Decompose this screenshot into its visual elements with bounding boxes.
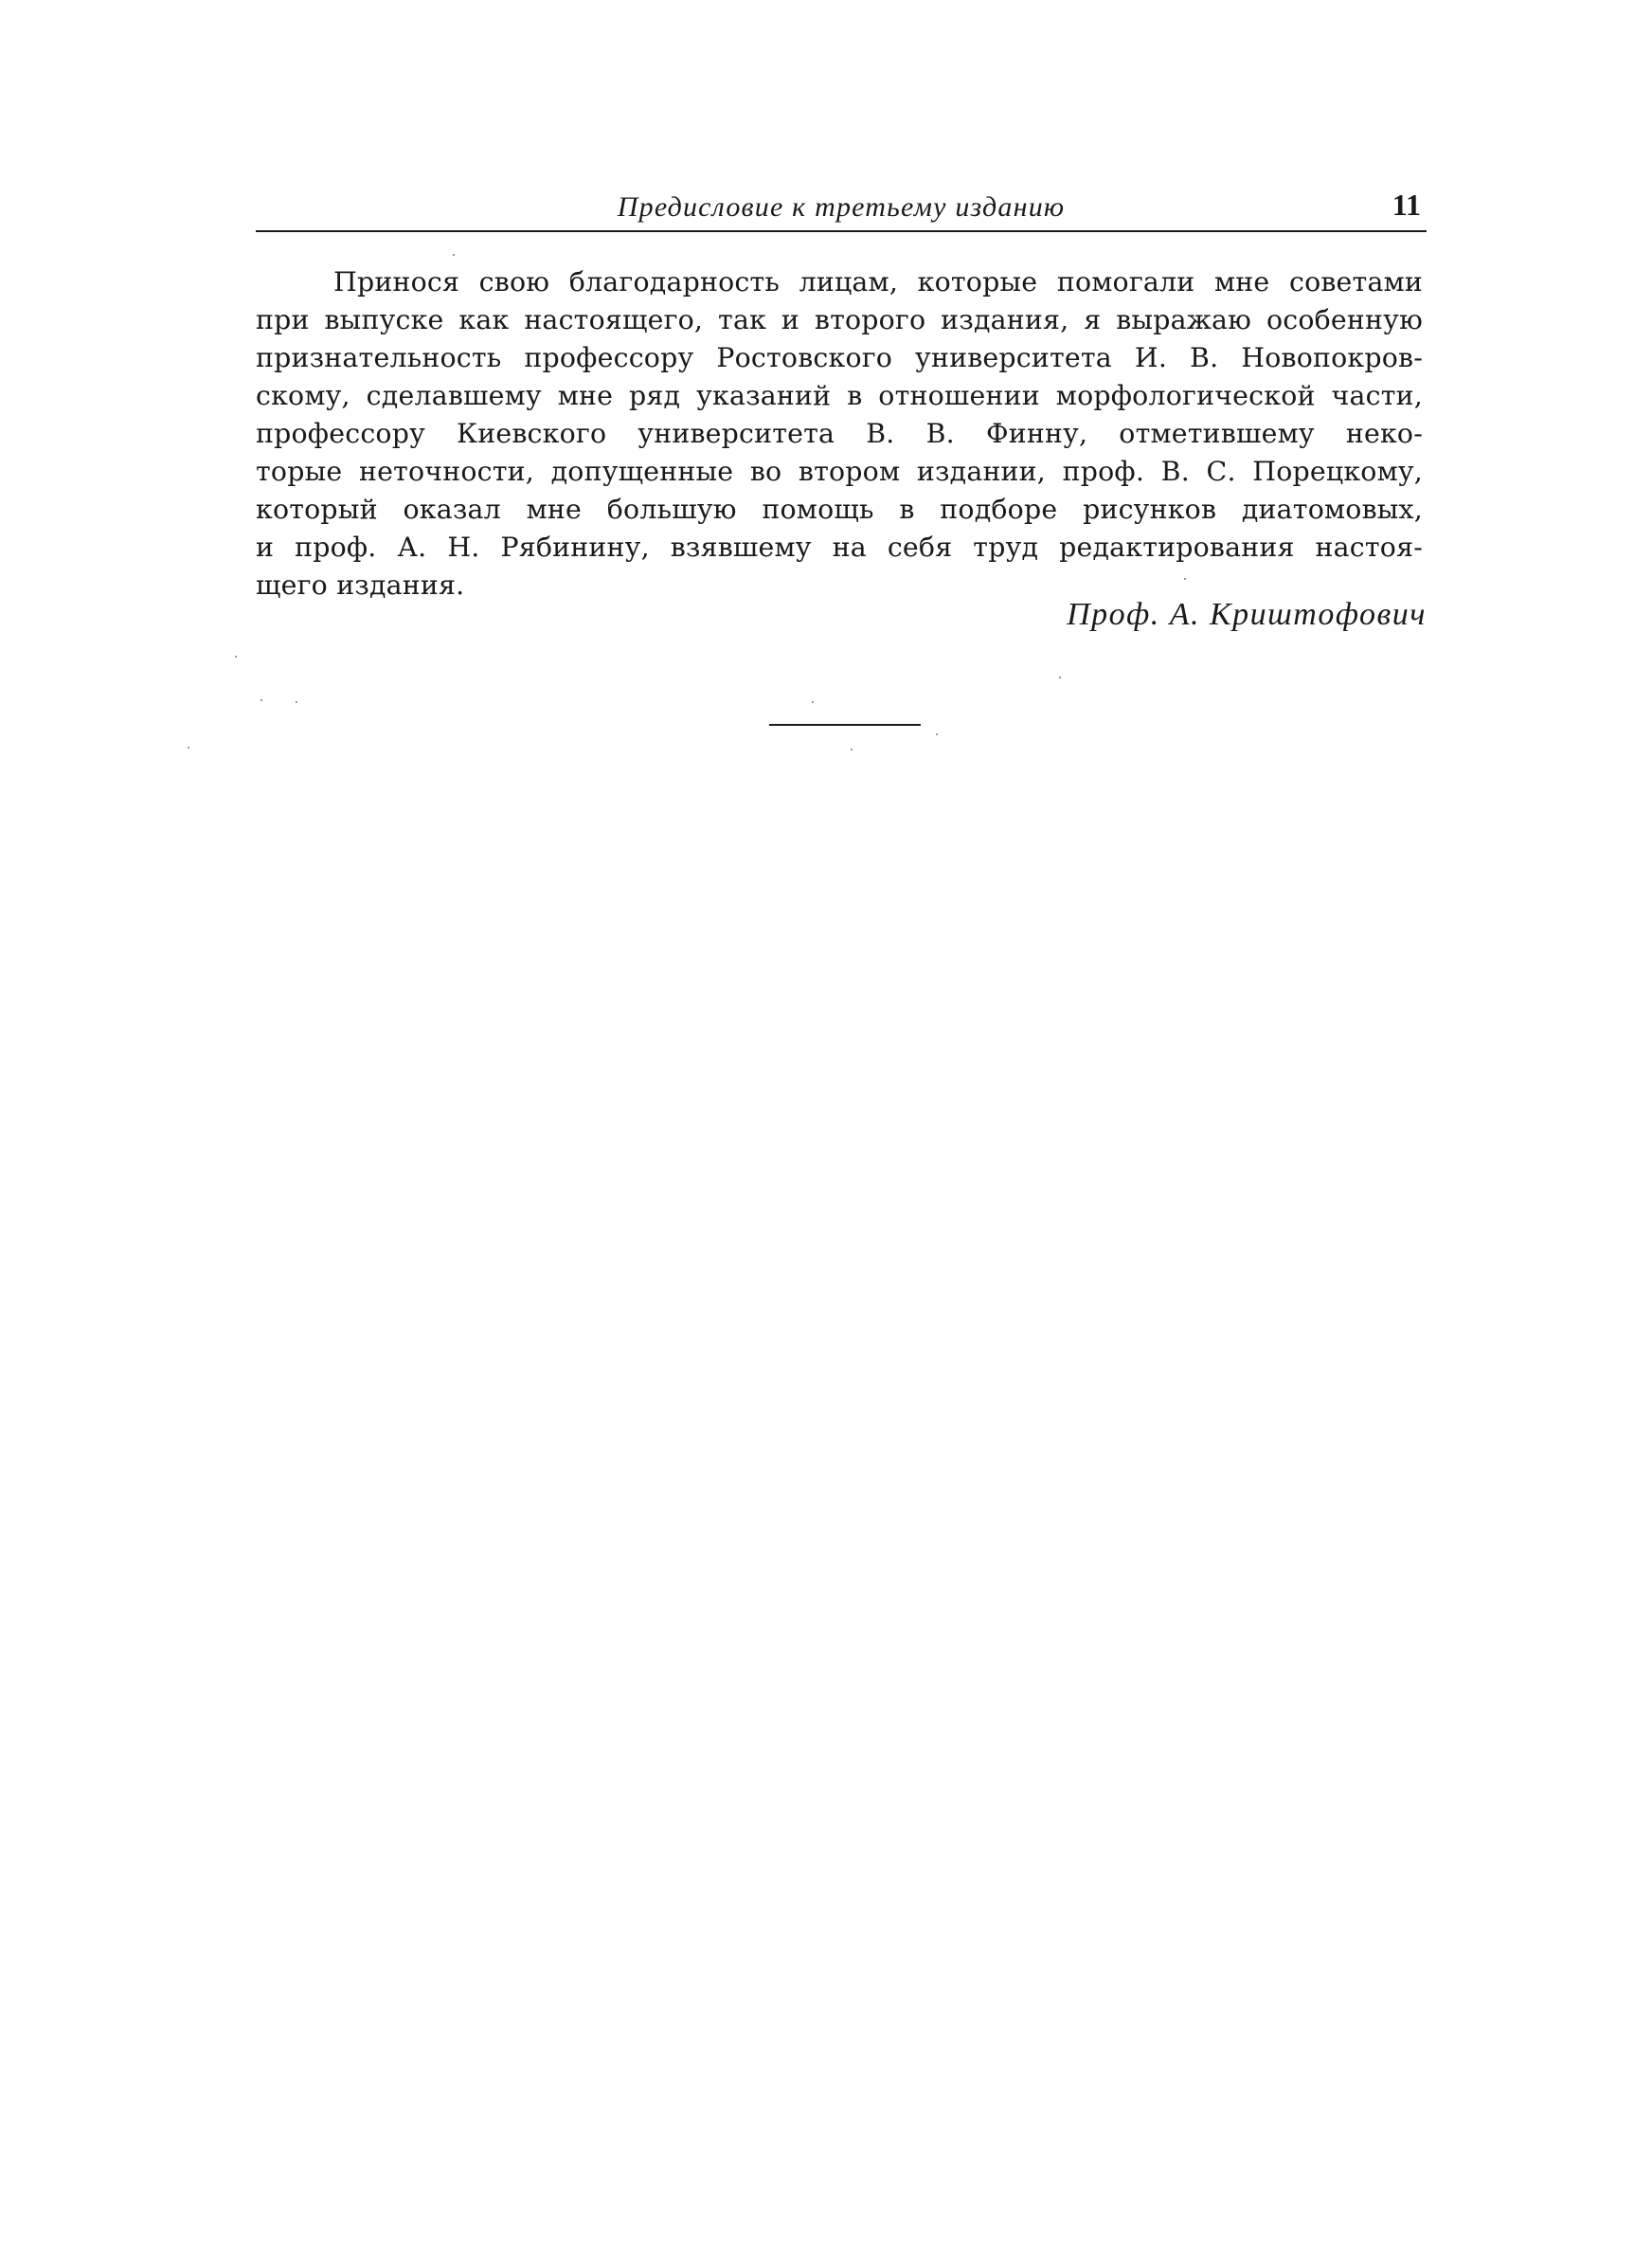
- scan-speck: [188, 747, 189, 749]
- paragraph-line: профессору Киевского университета В. В. Финну, отметившему неко-: [256, 418, 1423, 449]
- paragraph-line: торые неточности, допущенные во втором издании, проф. В. С. Порецкому,: [256, 456, 1423, 487]
- scan-speck: [851, 749, 853, 750]
- paragraph-line: и проф. А. Н. Рябинину, взявшему на себя труд редактирования настоя-: [256, 532, 1423, 563]
- scan-speck: [1184, 578, 1186, 580]
- page-number: 11: [1392, 188, 1421, 222]
- paragraph-line: Принося свою благодарность лицам, которые помогали мне советами: [333, 266, 1423, 298]
- paragraph-line: щего издания.: [256, 569, 465, 601]
- scan-speck: [1059, 677, 1061, 678]
- running-title: Предисловие к третьему изданию: [617, 191, 1066, 223]
- paragraph-line: который оказал мне большую помощь в подборе рисунков диатомовых,: [256, 494, 1423, 525]
- paragraph-line: при выпуске как настоящего, так и второго издания, я выражаю особенную: [256, 304, 1423, 335]
- scan-speck: [812, 701, 814, 703]
- paragraph-line: скому, сделавшему мне ряд указаний в отношении морфологической части,: [256, 380, 1423, 411]
- scan-speck: [235, 656, 237, 658]
- scan-speck: [296, 701, 297, 703]
- paragraph-line: признательность профессору Ростовского университета И. В. Новопокров-: [256, 342, 1423, 373]
- page-header: [256, 186, 1427, 233]
- section-end-rule: [769, 724, 921, 726]
- scan-speck: [260, 699, 262, 701]
- scan-speck: [936, 733, 938, 735]
- scan-speck: [453, 254, 455, 256]
- preface-paragraph: [256, 263, 1423, 605]
- author-signature: Проф. А. Криштофович: [1067, 597, 1427, 632]
- header-rule: [256, 230, 1427, 232]
